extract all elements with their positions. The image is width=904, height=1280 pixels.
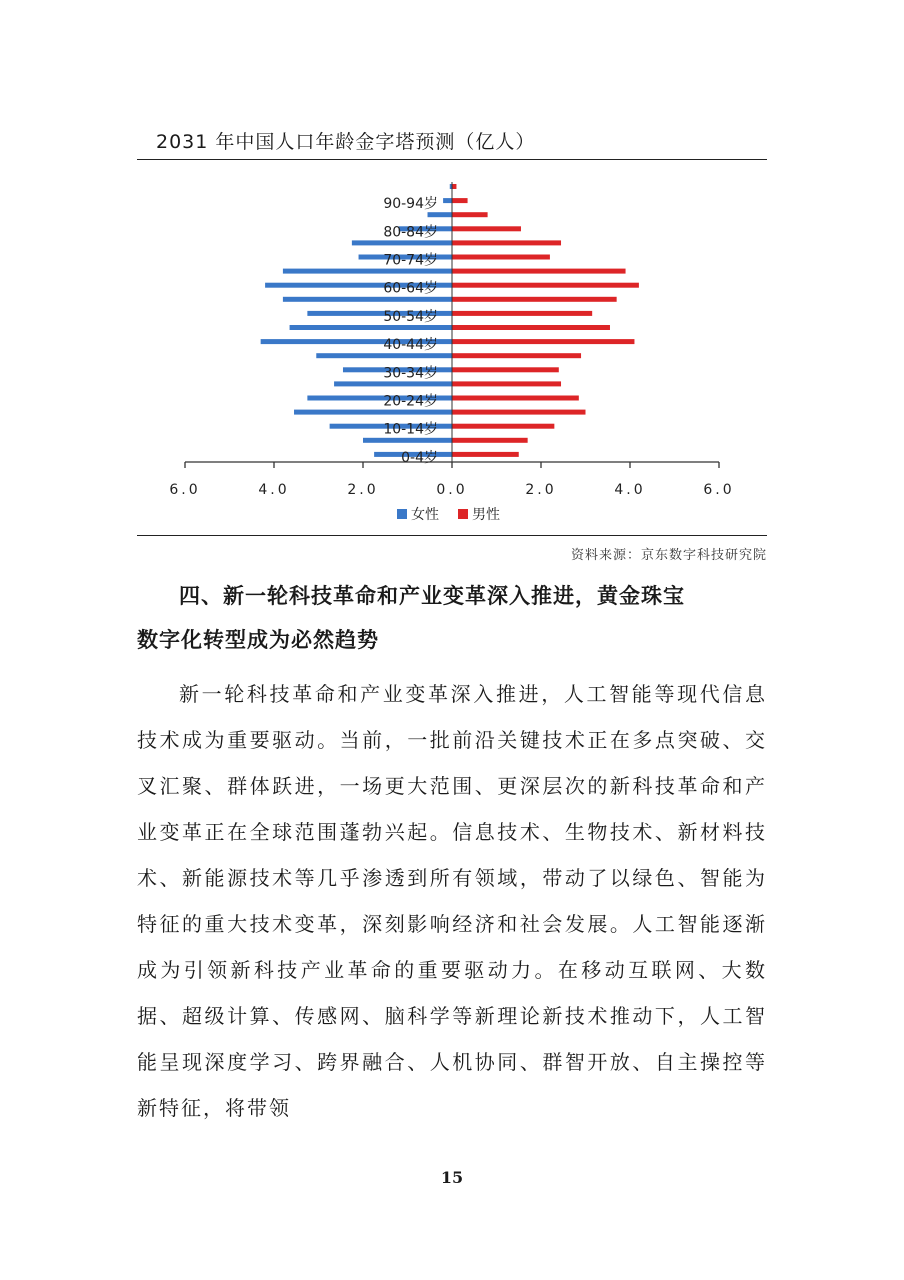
male-bar	[452, 226, 521, 231]
female-bar	[283, 269, 452, 274]
chart-title: 2031 年中国人口年龄金字塔预测（亿人）	[156, 131, 536, 153]
age-label: 70-74岁	[383, 252, 438, 269]
female-bar	[290, 325, 452, 330]
age-label: 90-94岁	[383, 196, 438, 213]
age-label: 30-34岁	[383, 365, 438, 382]
male-bar	[452, 381, 561, 386]
tick-label: 2.0	[347, 482, 379, 498]
male-bar	[452, 283, 639, 288]
male-bar	[452, 452, 519, 457]
tick-label: 6.0	[703, 482, 735, 498]
legend-label-female: 女性	[411, 507, 439, 523]
age-label: 50-54岁	[383, 308, 438, 325]
male-bar	[452, 396, 579, 401]
x-axis	[169, 182, 734, 498]
age-label: 0-4岁	[401, 449, 438, 466]
section-heading	[137, 574, 767, 662]
page-number: 15	[440, 1168, 464, 1187]
female-bar	[352, 240, 452, 245]
male-bar	[452, 438, 528, 443]
female-bar	[294, 410, 452, 415]
male-bar	[452, 269, 626, 274]
male-bar	[452, 240, 561, 245]
female-bar	[443, 198, 452, 203]
bottom-rule	[137, 535, 767, 536]
legend	[397, 506, 500, 523]
female-bar	[283, 297, 452, 302]
population-pyramid-chart	[0, 0, 904, 540]
female-bar	[316, 353, 452, 358]
male-bar	[452, 311, 592, 316]
female-bar	[334, 381, 452, 386]
age-label: 10-14岁	[383, 421, 438, 438]
heading-line-1: 四、新一轮科技革命和产业变革深入推进，黄金珠宝	[179, 584, 685, 608]
male-bar	[452, 367, 559, 372]
male-bar	[452, 198, 468, 203]
male-bar	[452, 424, 554, 429]
male-bar	[452, 410, 586, 415]
female-bar	[428, 212, 452, 217]
legend-swatch-female	[397, 509, 407, 519]
male-bar	[452, 184, 456, 189]
male-bar	[452, 297, 617, 302]
male-bar	[452, 212, 488, 217]
legend-swatch-male	[458, 509, 468, 519]
age-label: 80-84岁	[383, 224, 438, 241]
age-labels	[383, 195, 438, 466]
male-bar	[452, 353, 581, 358]
tick-label: 2.0	[525, 482, 557, 498]
tick-label: 4.0	[258, 482, 290, 498]
tick-label: 0.0	[436, 482, 468, 498]
tick-label: 4.0	[614, 482, 646, 498]
age-label: 20-24岁	[383, 393, 438, 410]
age-label: 40-44岁	[383, 337, 438, 354]
male-bars	[452, 184, 639, 457]
male-bar	[452, 325, 610, 330]
female-bar	[363, 438, 452, 443]
legend-label-male: 男性	[472, 507, 500, 523]
male-bar	[452, 339, 634, 344]
body-paragraph: 新一轮科技革命和产业变革深入推进，人工智能等现代信息技术成为重要驱动。当前，一批前沿关键技术正在多点突破、交叉汇聚、群体跃进，一场更大范围、更深层次的新科技革命和产业变革正在全球范围蓬勃兴起。信息技术、生物技术、新材料技术、新能源技术等几乎渗透到所有领域，带动了以绿色、智能为特征的重大技术变革，深刻影响经济和社会发展。人工智能逐渐成为引领新科技产业革命的重要驱动力。在移动互联网、大数据、超级计算、传感网、脑科学等新理论新技术推动下，人工智能呈现深度学习、跨界融合、人机协同、群智开放、自主操控等新特征，将带领	[137, 682, 767, 1120]
source-note: 资料来源：京东数字科技研究院	[570, 548, 767, 563]
age-label: 60-64岁	[383, 280, 438, 297]
tick-label: 6.0	[169, 482, 201, 498]
male-bar	[452, 255, 550, 260]
heading-line-2: 数字化转型成为必然趋势	[137, 628, 379, 652]
